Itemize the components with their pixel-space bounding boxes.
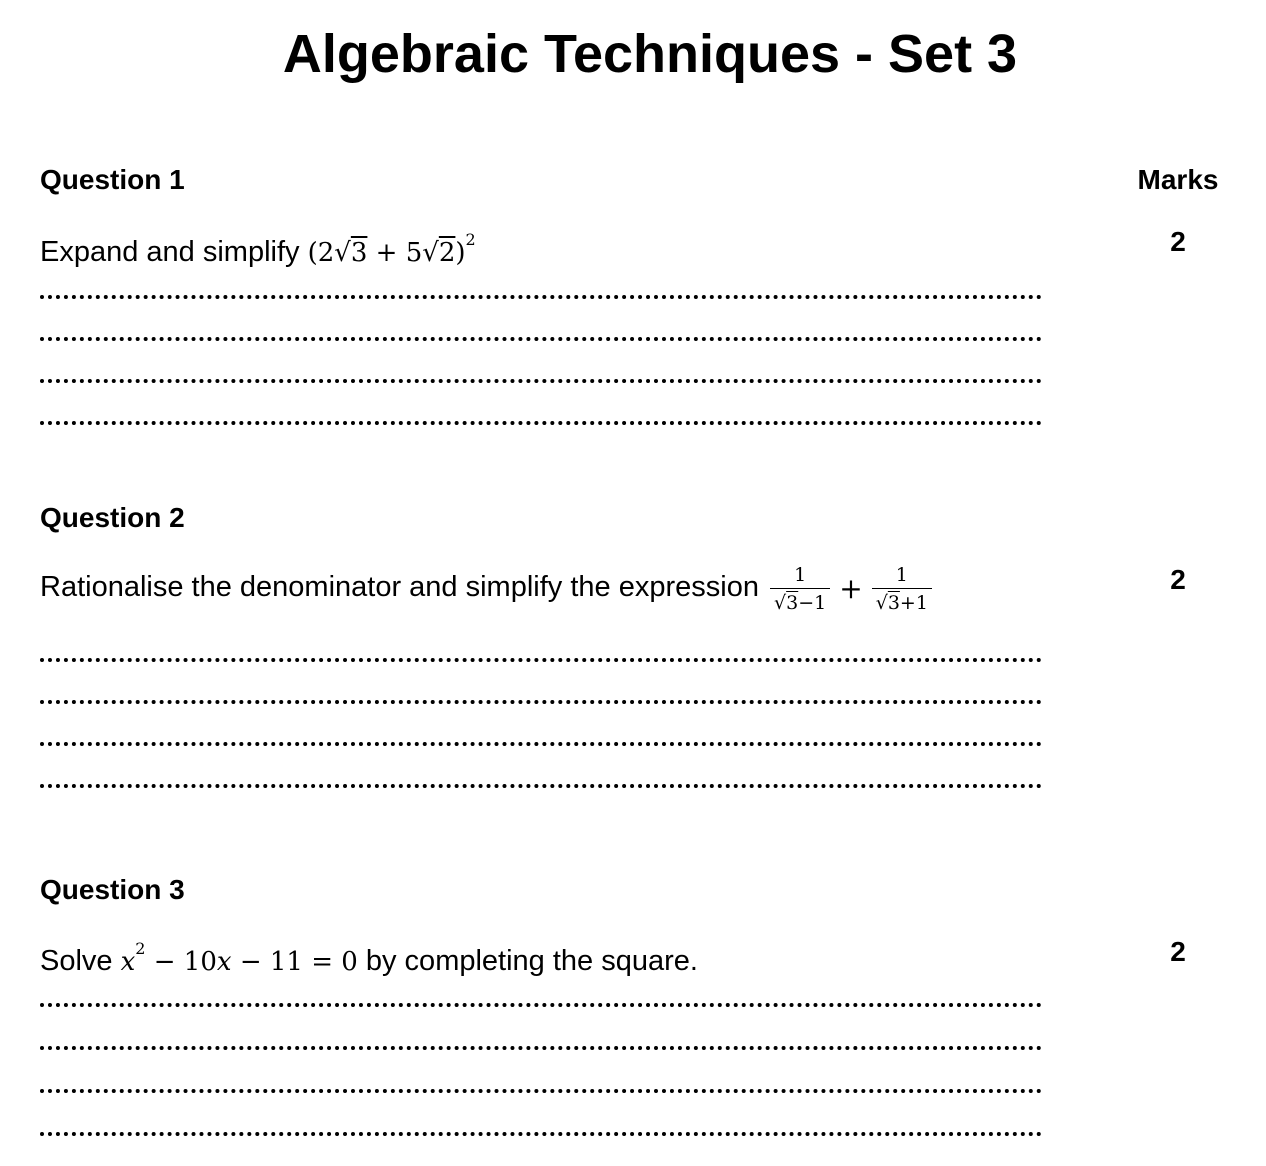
question-2-text: Rationalise the denominator and simplify the expression [40,571,759,604]
question-1-prompt [40,230,476,271]
answer-line[interactable] [40,658,1042,662]
q2-fraction-2: $\frac{1}{√3+1}$ [872,562,932,615]
q1-sqrt-2: √2 [422,238,456,268]
question-3-heading: Question 3 [40,874,185,905]
answer-line[interactable] [40,379,1042,383]
answer-line[interactable] [40,1089,1042,1093]
q2-plus: + [839,571,863,605]
question-3-text-before: Solve [40,945,113,977]
question-2-marks: 2 [1170,564,1186,595]
answer-line[interactable] [40,742,1042,746]
q1-sqrt-3: √3 [334,238,368,268]
answer-line[interactable] [40,784,1042,788]
marks-heading: Marks [1137,164,1219,195]
question-3-equation: $x^2 - 10x - 11 = 0$ [120,939,358,977]
question-3-marks: 2 [1170,936,1186,967]
answer-line[interactable] [40,1132,1042,1136]
q1-close: ) [455,238,466,268]
answer-line[interactable] [40,337,1042,341]
question-2-heading: Question 2 [40,502,185,533]
q1-exponent: 2 [465,230,476,249]
answer-line[interactable] [40,1003,1042,1007]
answer-line[interactable] [40,700,1042,704]
question-1-marks: 2 [1170,226,1186,257]
answer-line[interactable] [40,295,1042,299]
question-1-text: Expand and simplify [40,236,300,268]
question-2-prompt [40,562,935,615]
q1-plus: + 5 [375,238,423,268]
question-3-prompt [40,939,698,980]
answer-line[interactable] [40,1046,1042,1050]
question-1-heading: Question 1 [40,164,185,195]
question-1-expression [307,230,476,268]
q1-open: (2 [307,238,335,268]
answer-line[interactable] [40,421,1042,425]
q2-fraction-1: $\frac{1}{√3-1}$ [770,562,830,615]
page-title: Algebraic Techniques - Set 3 [282,24,1018,84]
question-3-text-after: by completing the square. [365,945,698,977]
